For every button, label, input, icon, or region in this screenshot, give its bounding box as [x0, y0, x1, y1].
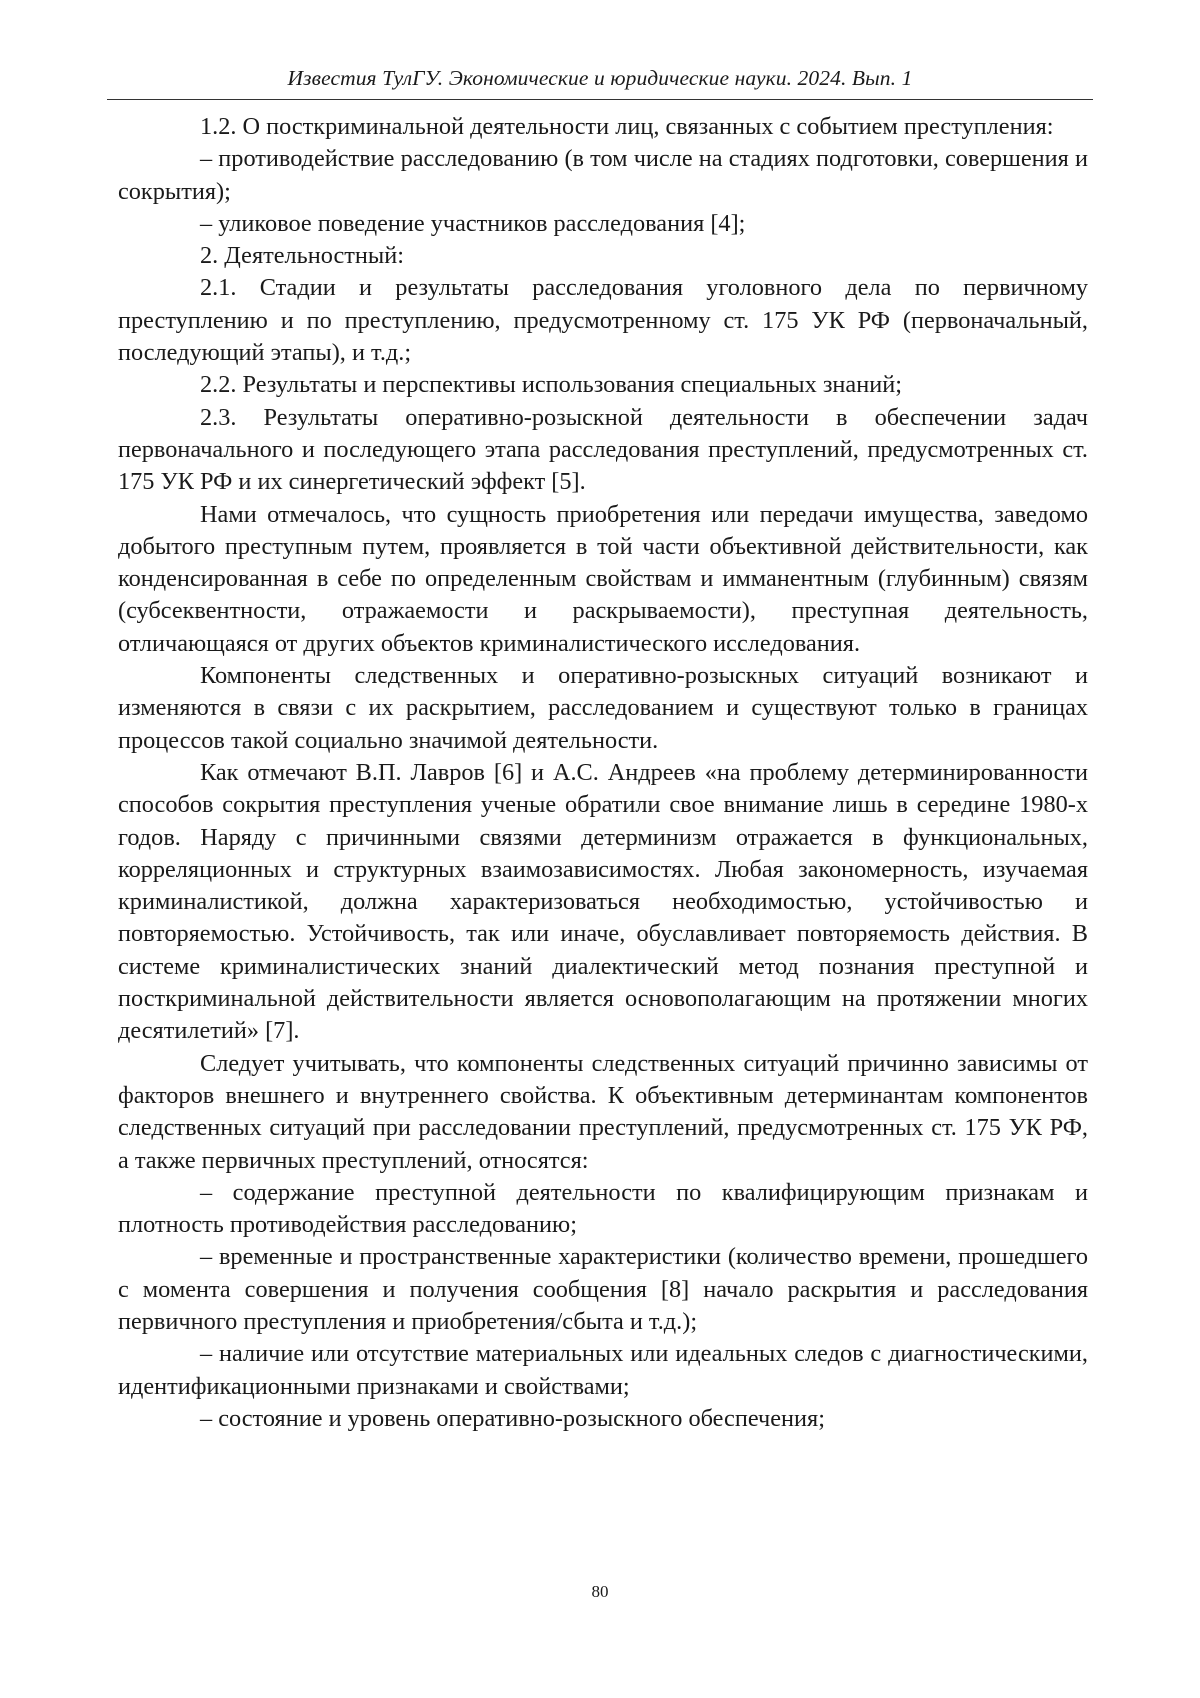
paragraph: 1.2. О посткриминальной деятельности лиц, связанных с событием преступления: — [200, 113, 1054, 140]
paragraph: Нами отмечалось, что сущность приобретения или передачи имущества, заведомо добытого преступным путем, проявляется в той части объективной действительности, как конденсированная в себе по определенным свойствам и имманентным (глубинным) связям (субсеквентности, отражаемости и раскрываемости), преступная деятельность, отличающаяся от других объектов криминалистического исследования. — [118, 500, 1088, 657]
paragraph: Компоненты следственных и оперативно-розыскных ситуаций возникают и изменяются в связи с их раскрытием, расследованием и существуют только в границах процессов такой социально значимой деятельности. — [118, 662, 1088, 754]
paragraph: – содержание преступной деятельности по квалифицирующим признакам и плотность противодействия расследованию; — [118, 1178, 1088, 1239]
paragraph: 2.1. Стадии и результаты расследования уголовного дела по первичному преступлению и по преступлению, предусмотренному ст. 175 УК РФ (первоначальный, последующий этапы), и т.д.; — [118, 274, 1088, 367]
body-text — [118, 111, 1088, 1435]
paragraph: – уликовое поведение участников расследования [4]; — [200, 209, 746, 237]
paragraph: 2.2. Результаты и перспективы использования специальных знаний; — [200, 371, 902, 399]
paragraph: – состояние и уровень оперативно-розыскного обеспечения; — [200, 1404, 825, 1432]
paragraph: Как отмечают В.П. Лавров [6] и А.С. Андреев «на проблему детерминированности способов сокрытия преступления ученые обратили свое внимание лишь в середине 1980-х годов. Наряду с причинными связями детерминизм отражается в функциональных, корреляционных и структурных взаимозависимостях. Любая закономерность, изучаемая криминалистикой, должна характеризоваться необходимостью, устойчивостью и повторяемостью. Устойчивость, так или иначе, обуславливает повторяемость действия. В системе криминалистических знаний диалектический метод познания преступной и посткриминальной действительности является основополагающим на протяжении многих десятилетий» [7]. — [118, 758, 1088, 1045]
header-rule — [107, 99, 1093, 100]
paragraph: 2.3. Результаты оперативно-розыскной деятельности в обеспечении задач первоначального и последующего этапа расследования преступлений, предусмотренных ст. 175 УК РФ и их синергетический эффект [5]. — [118, 403, 1088, 496]
running-header: Известия ТулГУ. Экономические и юридические науки. 2024. Вып. 1 — [287, 66, 913, 90]
paragraph: – наличие или отсутствие материальных или идеальных следов с диагностическими, идентификационными признаками и свойствами; — [118, 1340, 1088, 1400]
paragraph: – временные и пространственные характеристики (количество времени, прошедшего с момента совершения и получения сообщения [8] начало раскрытия и расследования первичного преступления и приобретения/сбыта и т.д.); — [118, 1243, 1088, 1335]
paragraph: – противодействие расследованию (в том числе на стадиях подготовки, совершения и сокрытия); — [118, 145, 1088, 205]
paragraph: Следует учитывать, что компоненты следственных ситуаций причинно зависимы от факторов внешнего и внутреннего свойства. К объективным детерминантам компонентов следственных ситуаций при расследовании преступлений, предусмотренных ст. 175 УК РФ, а также первичных преступлений, относятся: — [118, 1049, 1088, 1174]
page-number: 80 — [591, 1582, 609, 1601]
paragraph: 2. Деятельностный: — [200, 242, 404, 270]
